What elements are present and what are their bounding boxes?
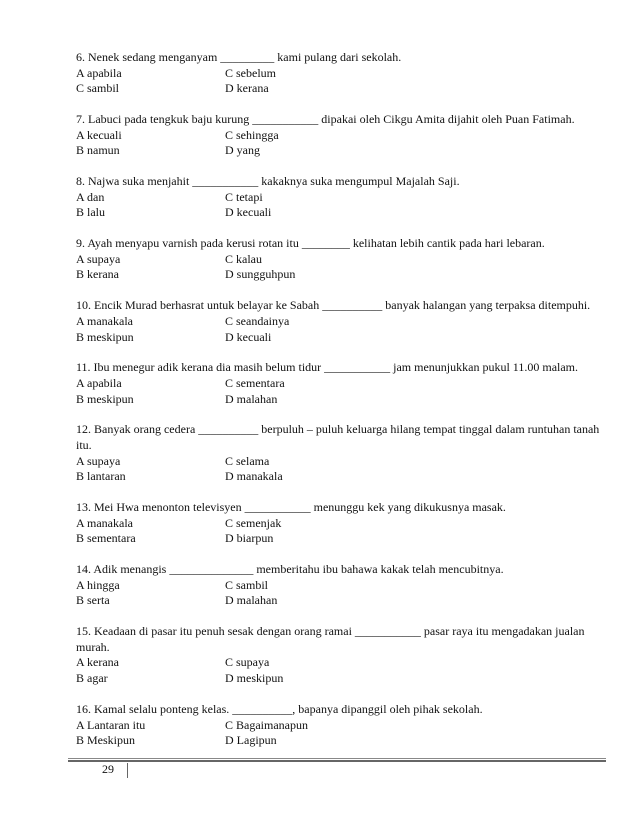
option-row: [76, 671, 616, 687]
option-row: [76, 655, 616, 671]
answer-option: C selama: [225, 453, 270, 468]
answer-option: A Lantaran itu: [76, 717, 146, 732]
option-row: [76, 392, 616, 408]
option-row: [76, 531, 616, 547]
option-row: [76, 66, 616, 82]
answer-option: A manakala: [76, 313, 133, 328]
answer-option: C seandainya: [225, 313, 290, 328]
answer-option: A supaya: [76, 251, 121, 266]
answer-option: C sambil: [225, 577, 269, 592]
answer-option: D kerana: [225, 81, 269, 96]
question-stem: 13. Mei Hwa menonton televisyen ___________ menunggu kek yang dikukusnya masak.: [76, 500, 506, 515]
answer-option: D sungguhpun: [225, 267, 296, 282]
question-list: [76, 50, 616, 764]
question-9: [76, 236, 616, 283]
answer-option: A supaya: [76, 453, 121, 468]
answer-option: B namun: [76, 143, 120, 158]
answer-option: B sementara: [76, 531, 136, 546]
answer-option: D kecuali: [225, 329, 272, 344]
answer-option: C sehingga: [225, 127, 279, 142]
question-stem: 15. Keadaan di pasar itu penuh sesak dengan orang ramai ___________ pasar raya itu mengadakan jualan murah.: [76, 624, 585, 654]
question-15: [76, 624, 616, 686]
answer-option: D meskipun: [225, 671, 284, 686]
option-row: [76, 733, 616, 749]
answer-option: B lantaran: [76, 469, 126, 484]
question-stem: 14. Adik menangis ______________ memberitahu ibu bahawa kakak telah mencubitnya.: [76, 562, 504, 577]
answer-option: D kecuali: [225, 205, 272, 220]
footer-divider: [127, 763, 128, 778]
answer-option: A kerana: [76, 655, 119, 670]
answer-option: A kecuali: [76, 127, 122, 142]
answer-option: B meskipun: [76, 391, 134, 406]
answer-option: B meskipun: [76, 329, 134, 344]
question-16: [76, 702, 616, 749]
question-6: [76, 50, 616, 97]
answer-option: D yang: [225, 143, 260, 158]
option-row: [76, 314, 616, 330]
option-row: [76, 128, 616, 144]
question-stem: 12. Banyak orang cedera __________ berpuluh – puluh keluarga hilang tempat tinggal dalam runtuhan tanah itu.: [76, 422, 600, 453]
option-row: [76, 718, 616, 734]
answer-option: D Lagipun: [225, 733, 277, 748]
footer-rule-thick: [68, 760, 606, 762]
answer-option: B serta: [76, 593, 110, 608]
page-number: 29: [102, 762, 114, 776]
option-row: [76, 267, 616, 283]
answer-option: A apabila: [76, 65, 122, 80]
question-stem: 6. Nenek sedang menganyam _________ kami pulang dari sekolah.: [76, 50, 402, 64]
option-row: [76, 252, 616, 268]
question-7: [76, 112, 616, 159]
option-row: [76, 469, 616, 485]
answer-option: C kalau: [225, 251, 262, 266]
option-row: [76, 330, 616, 346]
answer-option: D malahan: [225, 593, 278, 608]
answer-option: A dan: [76, 189, 105, 204]
option-row: [76, 454, 616, 470]
question-12: [76, 422, 616, 484]
answer-option: C supaya: [225, 655, 270, 670]
option-row: [76, 516, 616, 532]
answer-option: A manakala: [76, 515, 133, 530]
answer-option: C sementara: [225, 375, 285, 390]
question-stem: 11. Ibu menegur adik kerana dia masih belum tidur ___________ jam menunjukkan pukul 11.00 malam.: [76, 360, 579, 375]
question-stem: 10. Encik Murad berhasrat untuk belayar ke Sabah __________ banyak halangan yang terpaksa ditempuhi.: [76, 298, 591, 313]
question-8: [76, 174, 616, 221]
answer-option: B kerana: [76, 267, 119, 282]
question-13: [76, 500, 616, 547]
answer-option: C tetapi: [225, 189, 263, 204]
question-11: [76, 360, 616, 407]
answer-option: D malahan: [225, 391, 278, 406]
option-row: [76, 143, 616, 159]
option-row: [76, 190, 616, 206]
question-stem: 8. Najwa suka menjahit ___________ kakaknya suka mengumpul Majalah Saji.: [76, 174, 460, 189]
footer-rule: [68, 758, 606, 759]
answer-option: B agar: [76, 671, 108, 686]
answer-option: A apabila: [76, 375, 122, 390]
answer-option: A hingga: [76, 577, 120, 592]
question-stem: 9. Ayah menyapu varnish pada kerusi rotan itu ________ kelihatan lebih cantik pada hari lebaran.: [76, 236, 545, 251]
answer-option: B lalu: [76, 205, 105, 220]
option-row: [76, 593, 616, 609]
option-row: [76, 376, 616, 392]
page-footer: [68, 758, 606, 778]
question-stem: 16. Kamal selalu ponteng kelas. __________, bapanya dipanggil oleh pihak sekolah.: [76, 701, 483, 716]
question-14: [76, 562, 616, 609]
question-stem: 7. Labuci pada tengkuk baju kurung ___________ dipakai oleh Cikgu Amita dijahit oleh Puan Fatimah.: [76, 112, 575, 127]
option-row: [76, 81, 616, 97]
option-row: [76, 205, 616, 221]
answer-option: D biarpun: [225, 531, 274, 546]
answer-option: C Bagaimanapun: [225, 717, 308, 732]
question-10: [76, 298, 616, 345]
answer-option: C sambil: [76, 81, 120, 96]
answer-option: D manakala: [225, 469, 283, 484]
option-row: [76, 578, 616, 594]
answer-option: B Meskipun: [76, 733, 136, 748]
answer-option: C sebelum: [225, 65, 276, 80]
answer-option: C semenjak: [225, 515, 282, 530]
